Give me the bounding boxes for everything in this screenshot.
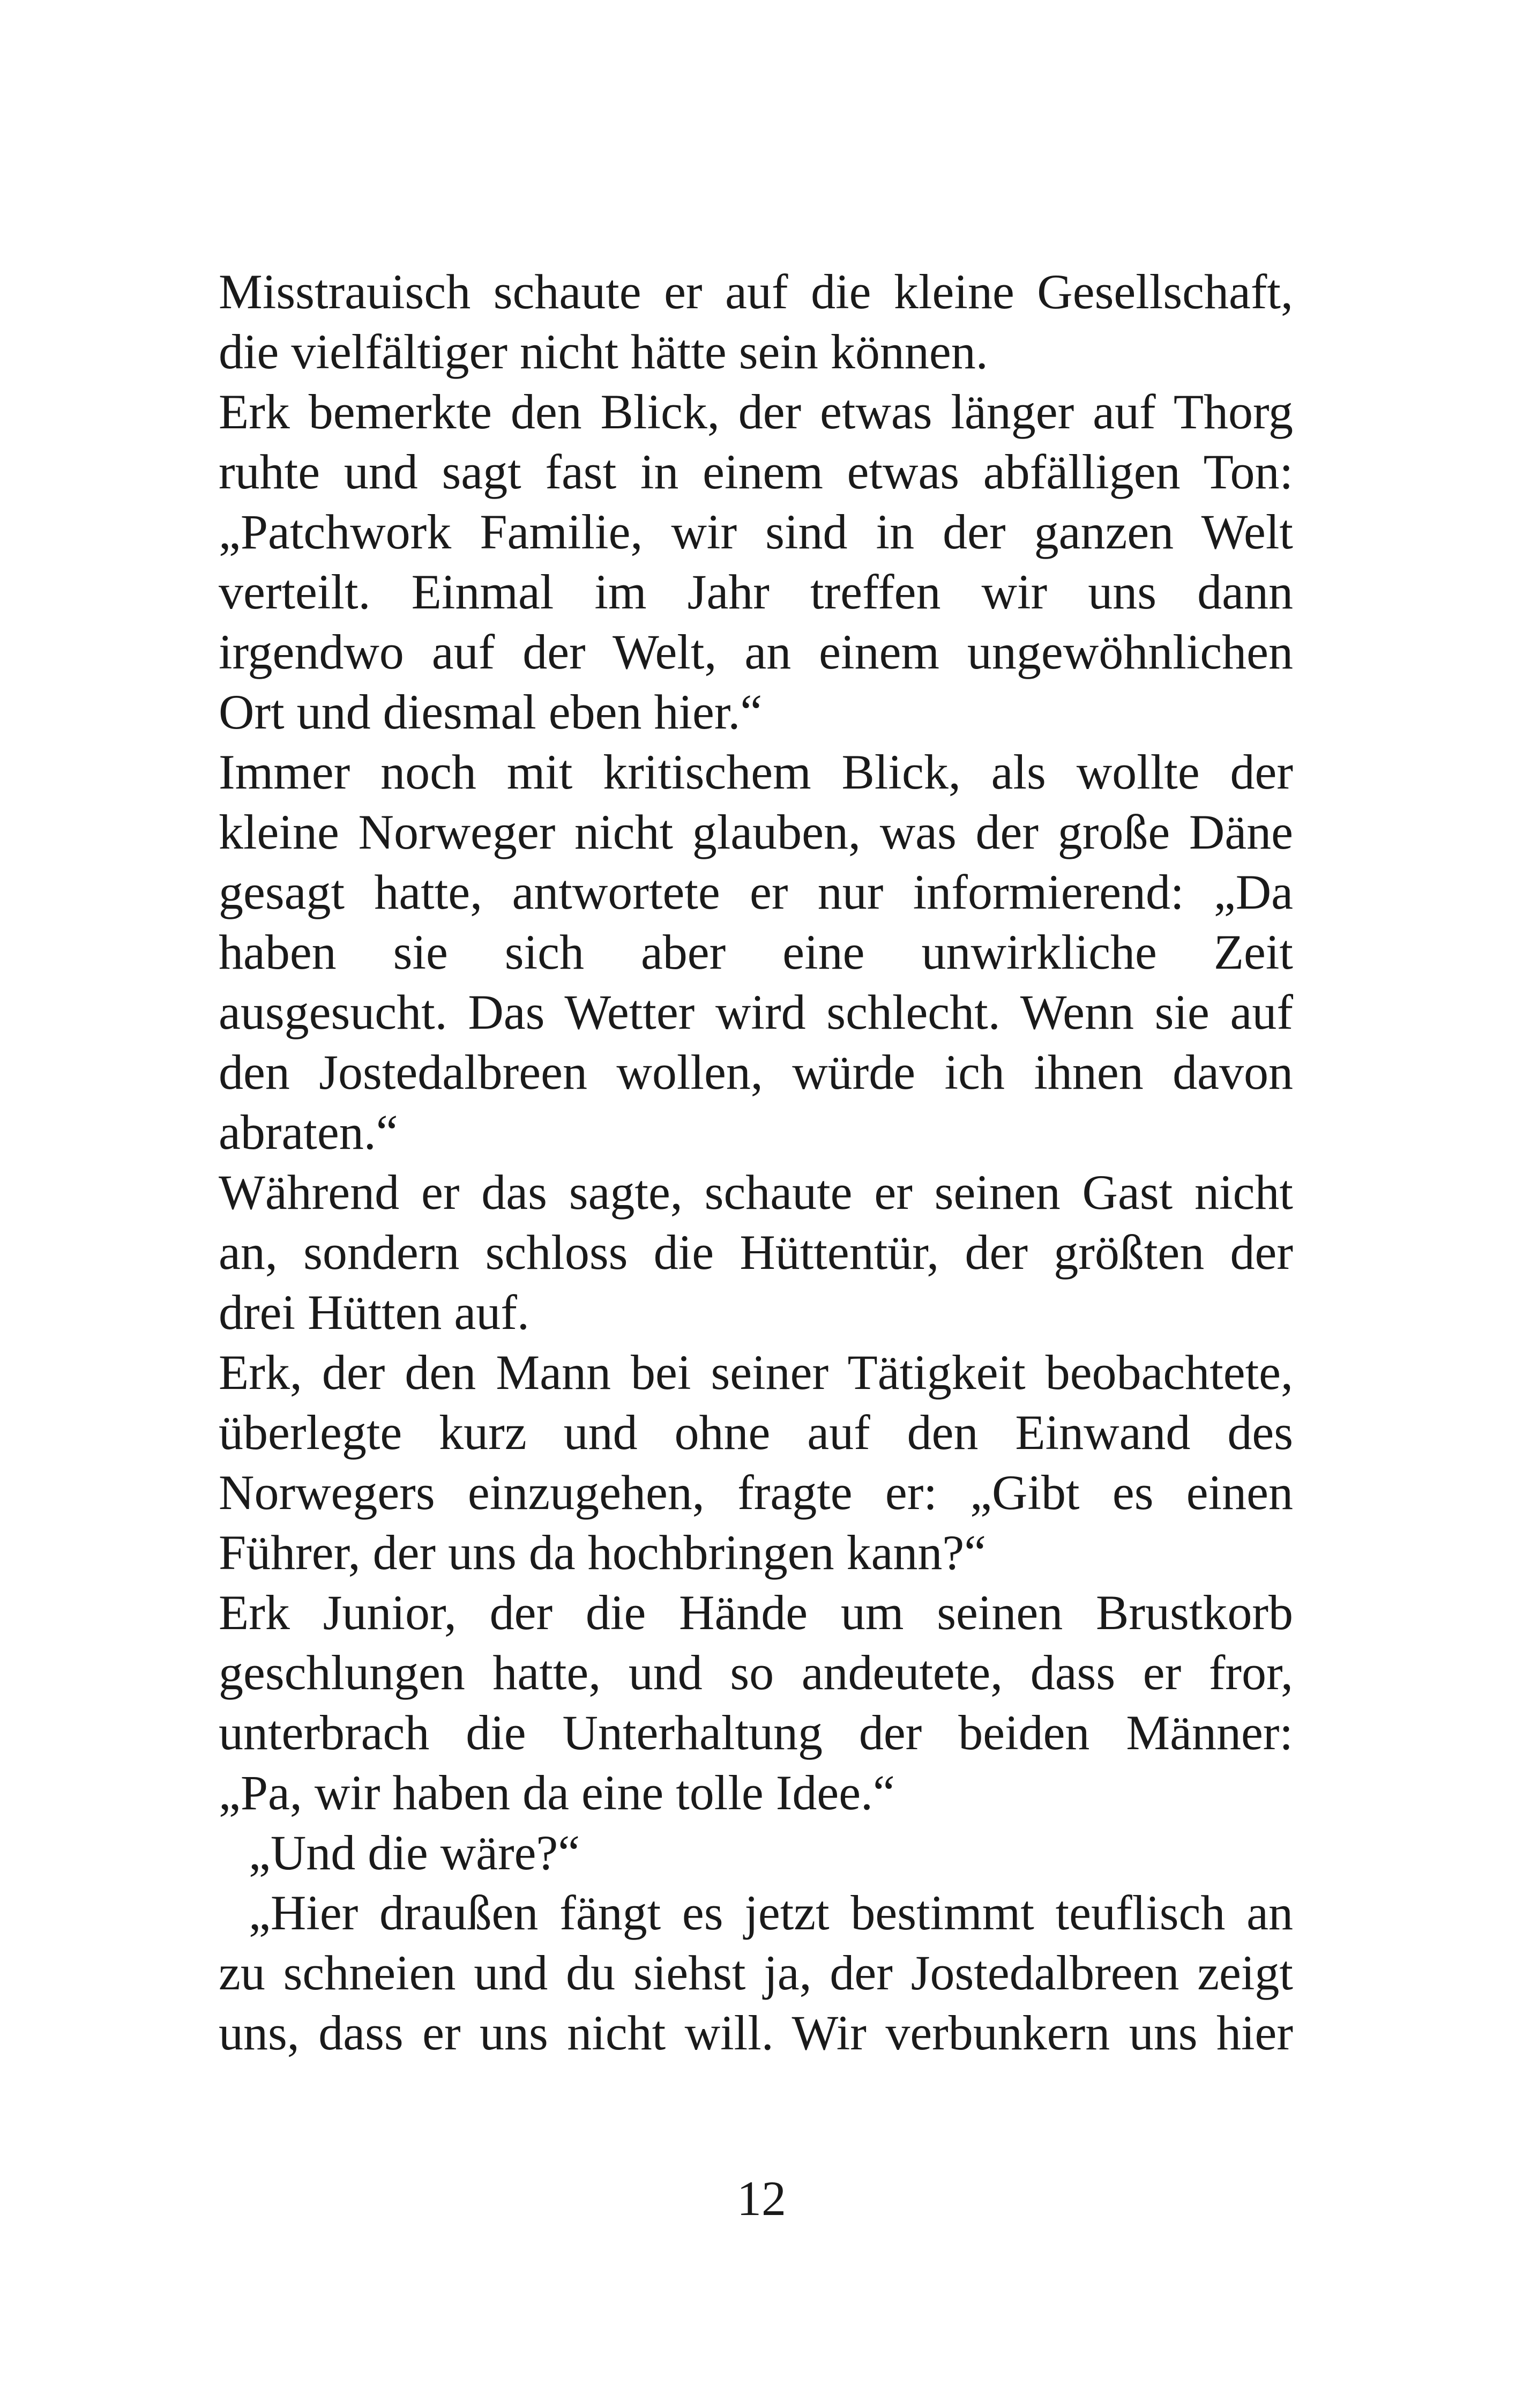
- text-line: zu schneien und du siehst ja, der Jostedalbreen zeigt: [219, 1945, 1293, 2000]
- page-number: 12: [737, 2171, 786, 2226]
- text-line: gesagt hatte, antwortete er nur informierend: „Da: [219, 865, 1293, 919]
- text-line: ruhte und sagt fast in einem etwas abfälligen Ton:: [219, 444, 1293, 499]
- text-line: Führer, der uns da hochbringen kann?“: [219, 1525, 987, 1580]
- text-line: Norwegers einzugehen, fragte er: „Gibt es einen: [219, 1465, 1293, 1520]
- text-line: „Hier draußen fängt es jetzt bestimmt teuflisch an: [249, 1885, 1293, 1940]
- text-line: irgendwo auf der Welt, an einem ungewöhnlichen: [219, 625, 1293, 679]
- text-line: unterbrach die Unterhaltung der beiden Männer:: [219, 1705, 1293, 1760]
- text-line: den Jostedalbreen wollen, würde ich ihnen davon: [219, 1045, 1293, 1099]
- text-line: überlegte kurz und ohne auf den Einwand des: [219, 1405, 1293, 1460]
- text-line: verteilt. Einmal im Jahr treffen wir uns dann: [219, 564, 1293, 619]
- text-line: Erk Junior, der die Hände um seinen Brustkorb: [219, 1585, 1293, 1640]
- text-line: ausgesucht. Das Wetter wird schlecht. Wenn sie auf: [219, 985, 1293, 1039]
- text-line: geschlungen hatte, und so andeutete, dass er fror,: [219, 1645, 1293, 1700]
- text-line: „Patchwork Familie, wir sind in der ganzen Welt: [219, 504, 1293, 559]
- text-line: „Pa, wir haben da eine tolle Idee.“: [219, 1765, 895, 1820]
- text-line: Misstrauisch schaute er auf die kleine Gesellschaft,: [219, 264, 1293, 319]
- text-line: „Und die wäre?“: [249, 1825, 580, 1880]
- text-line: haben sie sich aber eine unwirkliche Zeit: [219, 925, 1293, 979]
- text-line: die vielfältiger nicht hätte sein können.: [219, 324, 988, 379]
- text-line: drei Hütten auf.: [219, 1285, 529, 1340]
- body-text: [219, 262, 1293, 2063]
- text-line: Ort und diesmal eben hier.“: [219, 685, 763, 739]
- text-line: Immer noch mit kritischem Blick, als wollte der: [219, 745, 1293, 799]
- text-line: Erk bemerkte den Blick, der etwas länger auf Thorg: [219, 384, 1293, 439]
- text-line: an, sondern schloss die Hüttentür, der größten der: [219, 1225, 1293, 1280]
- text-line: Während er das sagte, schaute er seinen Gast nicht: [219, 1165, 1293, 1220]
- text-line: abraten.“: [219, 1105, 398, 1160]
- text-line: Erk, der den Mann bei seiner Tätigkeit beobachtete,: [219, 1345, 1293, 1400]
- text-line: kleine Norweger nicht glauben, was der große Däne: [219, 805, 1293, 859]
- text-line: uns, dass er uns nicht will. Wir verbunkern uns hier: [219, 2005, 1293, 2060]
